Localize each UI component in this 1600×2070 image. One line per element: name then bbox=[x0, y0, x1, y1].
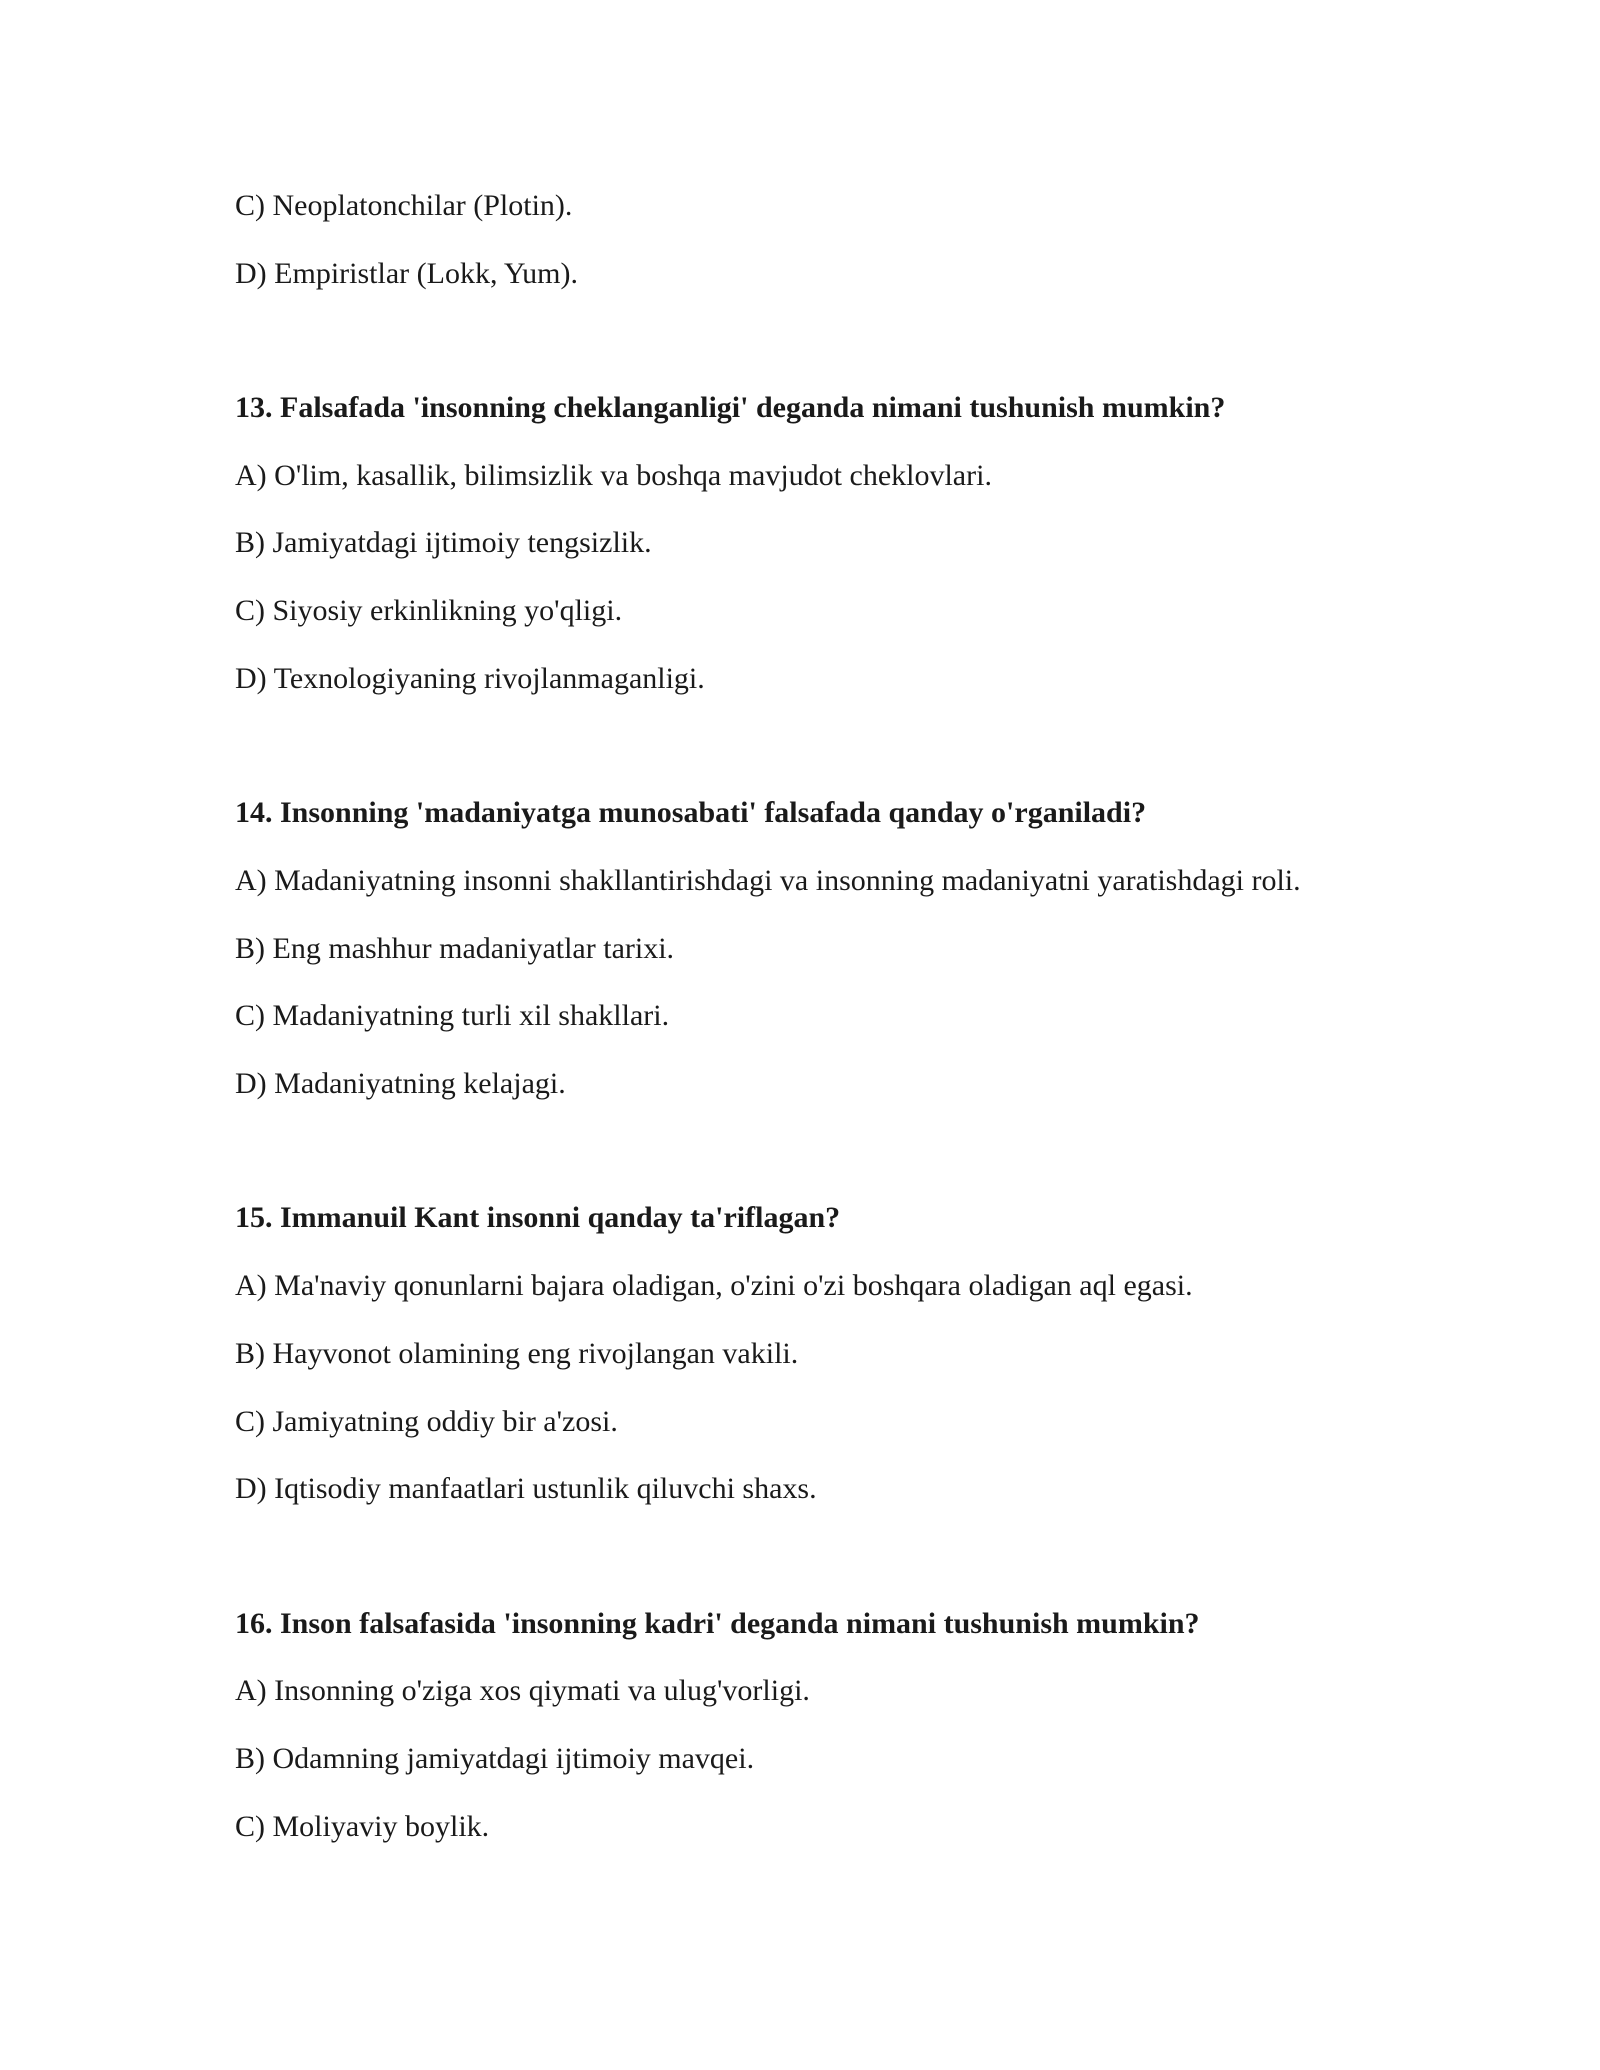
option-line: A) O'lim, kasallik, bilimsizlik va boshqa mavjudot cheklovlari. bbox=[235, 459, 992, 492]
option-line: D) Madaniyatning kelajagi. bbox=[235, 1067, 566, 1100]
option-line: C) Madaniyatning turli xil shakllari. bbox=[235, 999, 670, 1032]
option-line: A) Insonning o'ziga xos qiymati va ulug'vorligi. bbox=[235, 1674, 810, 1707]
option-line: C) Siyosiy erkinlikning yo'qligi. bbox=[235, 594, 623, 627]
option-line: C) Neoplatonchilar (Plotin). bbox=[235, 189, 573, 222]
option-line: C) Jamiyatning oddiy bir a'zosi. bbox=[235, 1405, 618, 1438]
option-line: D) Iqtisodiy manfaatlari ustunlik qiluvchi shaxs. bbox=[235, 1472, 817, 1505]
question-heading: 16. Inson falsafasida 'insonning kadri' deganda nimani tushunish mumkin? bbox=[235, 1607, 1200, 1640]
option-line: B) Odamning jamiyatdagi ijtimoiy mavqei. bbox=[235, 1742, 755, 1775]
question-heading: 13. Falsafada 'insonning cheklanganligi' deganda nimani tushunish mumkin? bbox=[235, 391, 1226, 424]
option-line: C) Moliyaviy boylik. bbox=[235, 1810, 490, 1843]
option-line: B) Hayvonot olamining eng rivojlangan vakili. bbox=[235, 1337, 799, 1370]
option-line: D) Texnologiyaning rivojlanmaganligi. bbox=[235, 662, 705, 695]
question-heading: 15. Immanuil Kant insonni qanday ta'riflagan? bbox=[235, 1201, 841, 1234]
option-line: B) Jamiyatdagi ijtimoiy tengsizlik. bbox=[235, 526, 652, 559]
option-line: D) Empiristlar (Lokk, Yum). bbox=[235, 257, 578, 290]
option-line: A) Ma'naviy qonunlarni bajara oladigan, o'zini o'zi boshqara oladigan aql egasi. bbox=[235, 1269, 1193, 1302]
option-line: B) Eng mashhur madaniyatlar tarixi. bbox=[235, 932, 675, 965]
question-heading: 14. Insonning 'madaniyatga munosabati' falsafada qanday o'rganiladi? bbox=[235, 796, 1147, 829]
option-line: A) Madaniyatning insonni shakllantirishdagi va insonning madaniyatni yaratishdagi roli. bbox=[235, 864, 1301, 897]
